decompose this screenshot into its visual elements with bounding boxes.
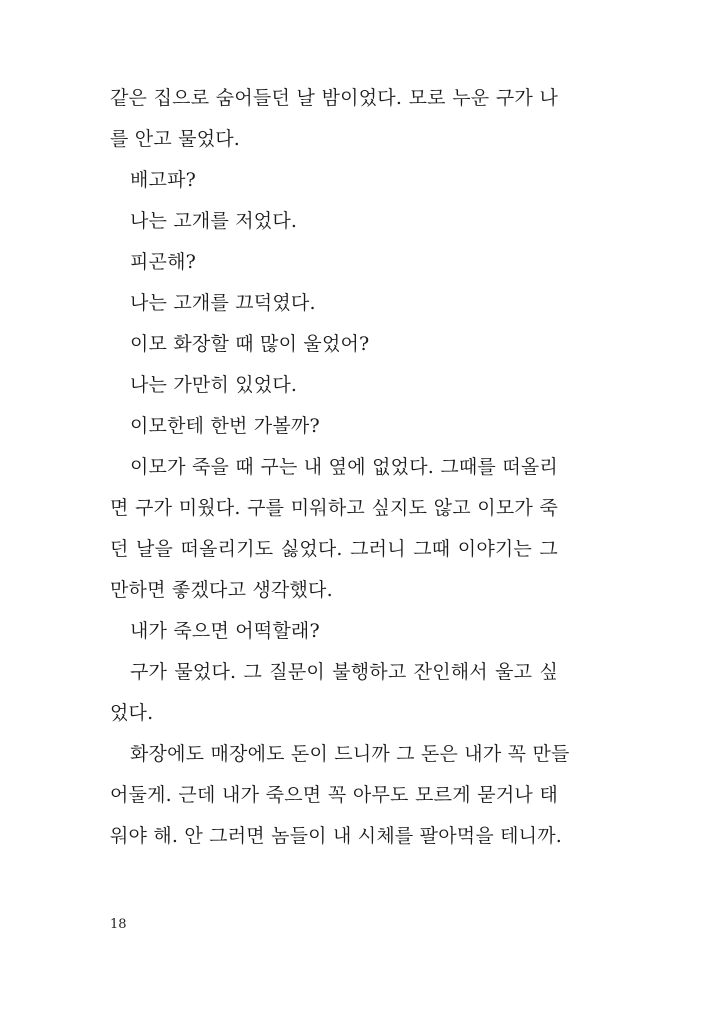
text-line: 워야 해. 안 그러면 놈들이 내 시체를 팔아먹을 테니까. (110, 825, 563, 847)
text-line: 이모가 죽을 때 구는 내 옆에 없었다. 그때를 떠올리 (130, 456, 558, 478)
text-line: 화장에도 매장에도 돈이 드니까 그 돈은 내가 꼭 만들 (130, 743, 570, 765)
text-line: 었다. (110, 702, 154, 724)
text-line: 나는 고개를 끄덕였다. (130, 292, 316, 314)
text-line: 이모한테 한번 가볼까? (130, 415, 320, 437)
text-line: 구가 물었다. 그 질문이 불행하고 잔인해서 울고 싶 (130, 661, 558, 683)
page-number: 18 (110, 917, 127, 932)
text-line: 를 안고 물었다. (110, 128, 241, 150)
text-line: 나는 고개를 저었다. (130, 210, 298, 232)
text-line: 이모 화장할 때 많이 울었어? (130, 333, 370, 355)
text-line: 같은 집으로 숨어들던 날 밤이었다. 모로 누운 구가 나 (110, 87, 558, 109)
text-line: 나는 가만히 있었다. (130, 374, 298, 396)
text-line: 내가 죽으면 어떡할래? (130, 620, 320, 642)
text-line: 어둘게. 근데 내가 죽으면 꼭 아무도 모르게 묻거나 태 (110, 784, 558, 806)
text-line: 피곤해? (130, 251, 197, 273)
text-line: 면 구가 미웠다. 구를 미워하고 싶지도 않고 이모가 죽 (110, 497, 558, 519)
body-text (110, 78, 570, 857)
text-line: 만하면 좋겠다고 생각했다. (110, 579, 333, 601)
text-line: 배고파? (130, 169, 197, 191)
text-line: 던 날을 떠올리기도 싫었다. 그러니 그때 이야기는 그 (110, 538, 558, 560)
